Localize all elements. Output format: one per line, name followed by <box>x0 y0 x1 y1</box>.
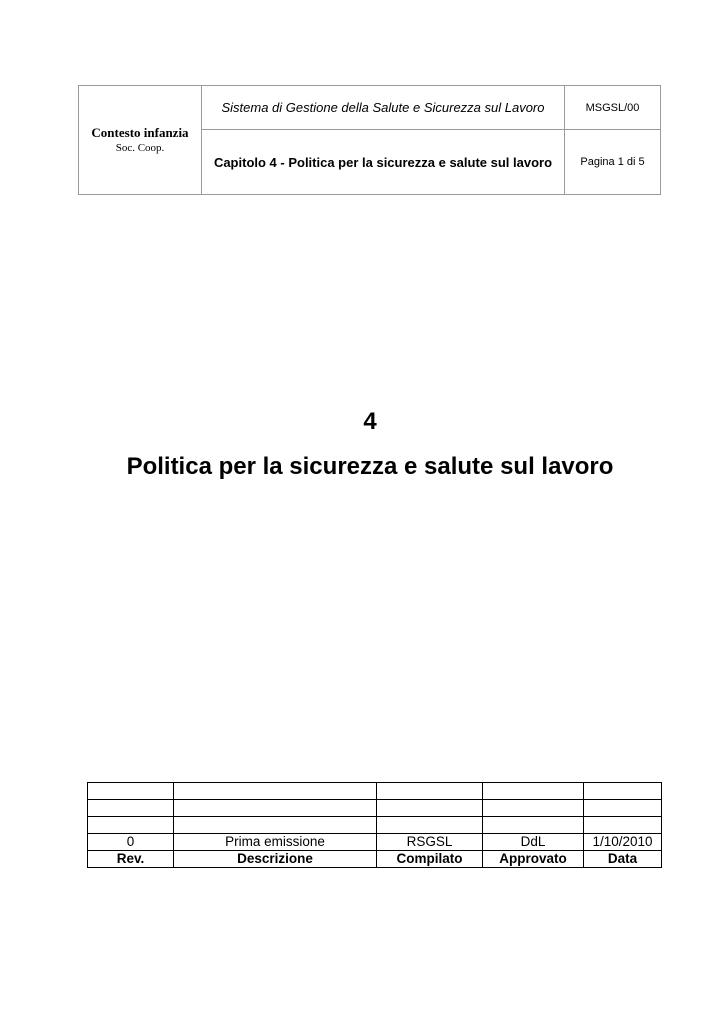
revision-compiled-by: RSGSL <box>377 834 483 851</box>
empty-cell <box>377 800 483 817</box>
column-header-rev: Rev. <box>88 851 174 868</box>
empty-cell <box>88 783 174 800</box>
organization-cell <box>79 86 202 195</box>
revision-date: 1/10/2010 <box>584 834 662 851</box>
document-code: MSGSL/00 <box>565 86 661 130</box>
empty-cell <box>584 783 662 800</box>
revision-approved-by: DdL <box>483 834 584 851</box>
organization-subtitle: Soc. Coop. <box>115 142 165 154</box>
empty-cell <box>483 817 584 834</box>
column-header-compiled: Compilato <box>377 851 483 868</box>
column-header-date: Data <box>584 851 662 868</box>
revision-empty-row <box>88 817 662 834</box>
empty-cell <box>88 800 174 817</box>
chapter-main-title: Politica per la sicurezza e salute sul lavoro <box>126 453 614 480</box>
empty-cell <box>174 800 377 817</box>
empty-cell <box>88 817 174 834</box>
column-header-approved: Approvato <box>483 851 584 868</box>
document-header-table <box>78 85 661 195</box>
revision-row <box>88 834 662 851</box>
revision-empty-row <box>88 783 662 800</box>
revision-description: Prima emissione <box>174 834 377 851</box>
empty-cell <box>584 800 662 817</box>
empty-cell <box>174 783 377 800</box>
chapter-title: Capitolo 4 - Politica per la sicurezza e salute sul lavoro <box>202 130 565 195</box>
system-title: Sistema di Gestione della Salute e Sicurezza sul Lavoro <box>202 86 565 130</box>
empty-cell <box>377 817 483 834</box>
empty-cell <box>377 783 483 800</box>
empty-cell <box>584 817 662 834</box>
revision-table <box>87 782 662 868</box>
empty-cell <box>483 800 584 817</box>
column-header-description: Descrizione <box>174 851 377 868</box>
chapter-number: 4 <box>363 408 377 435</box>
empty-cell <box>174 817 377 834</box>
page-number: Pagina 1 di 5 <box>565 130 661 195</box>
empty-cell <box>483 783 584 800</box>
revision-number: 0 <box>88 834 174 851</box>
organization-name: Contesto infanzia <box>91 125 189 140</box>
revision-header-row <box>88 851 662 868</box>
revision-empty-row <box>88 800 662 817</box>
